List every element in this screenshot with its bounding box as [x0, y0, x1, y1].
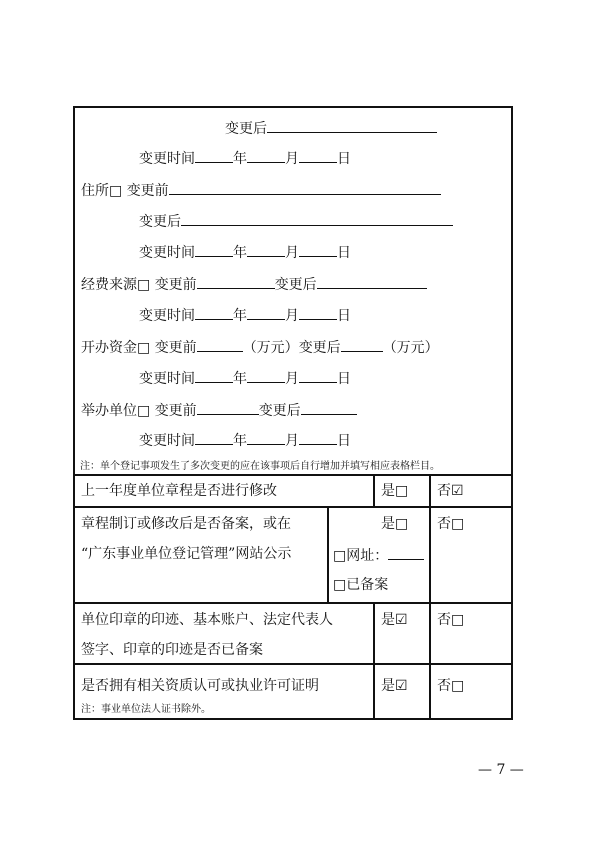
row-2-no-checkbox[interactable]: 否□: [437, 516, 465, 532]
day-label: 日: [337, 433, 351, 449]
row-3-yes-checkbox[interactable]: 是☑: [381, 612, 408, 628]
day-field[interactable]: [299, 305, 337, 320]
year-field[interactable]: [195, 368, 233, 383]
change-time-line-3: [139, 305, 351, 325]
day-label: 日: [337, 308, 351, 324]
col-divider: [429, 506, 431, 602]
year-label: 年: [233, 151, 247, 167]
row-2-website-option[interactable]: [333, 545, 424, 565]
change-note: 注：单个登记事项发生了多次变更的应在该事项后自行增加并填写相应表格栏目。: [80, 461, 440, 472]
col-divider: [327, 506, 329, 602]
time-label: 变更时间: [139, 371, 195, 387]
before-label: 变更前: [154, 403, 197, 419]
day-field[interactable]: [299, 148, 337, 163]
sponsor-before-field[interactable]: [197, 400, 259, 415]
row-2-filed-option[interactable]: □已备案: [333, 577, 389, 593]
after-label: 变更后: [298, 340, 341, 356]
before-label: 变更前: [154, 340, 197, 356]
change-time-line-5: [139, 430, 351, 450]
sponsor-line: [81, 400, 357, 420]
year-field[interactable]: [195, 305, 233, 320]
month-label: 月: [285, 371, 299, 387]
year-label: 年: [233, 245, 247, 261]
sponsor-after-field[interactable]: [301, 400, 357, 415]
after-label: 变更后: [258, 403, 301, 419]
month-label: 月: [285, 308, 299, 324]
website-field[interactable]: [388, 545, 424, 560]
year-field[interactable]: [195, 430, 233, 445]
year-label: 年: [233, 308, 247, 324]
capital-unit: （万元）: [382, 340, 439, 356]
capital-before-field[interactable]: [197, 337, 243, 352]
row-4-question: 是否拥有相关资质认可或执业许可证明: [81, 678, 319, 694]
row-4-no-checkbox[interactable]: 否□: [437, 678, 465, 694]
row-divider: [75, 474, 511, 476]
change-time-line-4: [139, 368, 351, 388]
row-3-question-line-1: 单位印章的印迹、基本账户、法定代表人: [81, 612, 333, 628]
funding-label: 经费来源□: [81, 277, 151, 293]
col-divider: [429, 602, 431, 720]
row-3-no-checkbox[interactable]: 否□: [437, 612, 465, 628]
sponsor-label: 举办单位□: [81, 403, 151, 419]
month-label: 月: [285, 433, 299, 449]
capital-line: [81, 337, 439, 357]
after-label: 变更后: [225, 121, 267, 137]
month-label: 月: [285, 245, 299, 261]
month-label: 月: [285, 151, 299, 167]
month-field[interactable]: [247, 305, 285, 320]
time-label: 变更时间: [139, 308, 195, 324]
year-label: 年: [233, 433, 247, 449]
change-time-line-2: [139, 242, 351, 262]
address-after-field[interactable]: [181, 211, 453, 226]
after-change-line-1: [225, 118, 437, 138]
month-field[interactable]: [247, 368, 285, 383]
day-field[interactable]: [299, 368, 337, 383]
after-label: 变更后: [139, 214, 181, 230]
funding-before-field[interactable]: [197, 274, 275, 289]
time-label: 变更时间: [139, 151, 195, 167]
row-divider: [75, 506, 511, 508]
row-2-question-line-1: 章程制订或修改后是否备案，或在: [81, 516, 291, 532]
row-1-question: 上一年度单位章程是否进行修改: [81, 483, 277, 499]
after-field[interactable]: [267, 118, 437, 133]
website-label: □网址：: [333, 548, 389, 564]
col-divider: [373, 602, 375, 720]
before-label: 变更前: [126, 183, 169, 199]
row-2-yes-checkbox[interactable]: 是□: [381, 516, 409, 532]
time-label: 变更时间: [139, 245, 195, 261]
funding-after-field[interactable]: [317, 274, 427, 289]
day-label: 日: [337, 151, 351, 167]
page-number: — 7 —: [478, 762, 524, 778]
day-label: 日: [337, 245, 351, 261]
day-label: 日: [337, 371, 351, 387]
day-field[interactable]: [299, 430, 337, 445]
row-4-note: 注：事业单位法人证书除外。: [81, 704, 211, 715]
year-field[interactable]: [195, 148, 233, 163]
form-table: [73, 106, 513, 720]
year-field[interactable]: [195, 242, 233, 257]
row-2-question-line-2: “广东事业单位登记管理”网站公示: [81, 546, 292, 562]
col-divider: [373, 474, 375, 506]
time-label: 变更时间: [139, 433, 195, 449]
year-label: 年: [233, 371, 247, 387]
capital-label: 开办资金□: [81, 340, 151, 356]
row-1-no-checkbox[interactable]: 否☑: [437, 483, 464, 499]
address-before-field[interactable]: [169, 180, 441, 195]
row-1-yes-checkbox[interactable]: 是□: [381, 483, 409, 499]
address-label: 住所□: [81, 183, 123, 199]
row-3-question-line-2: 签字、印章的印迹是否已备案: [81, 642, 263, 658]
change-time-line-1: [139, 148, 351, 168]
row-divider: [75, 663, 511, 665]
month-field[interactable]: [247, 242, 285, 257]
month-field[interactable]: [247, 430, 285, 445]
address-after-line: [139, 211, 453, 231]
day-field[interactable]: [299, 242, 337, 257]
after-label: 变更后: [274, 277, 317, 293]
month-field[interactable]: [247, 148, 285, 163]
row-divider: [75, 602, 511, 604]
row-4-yes-checkbox[interactable]: 是☑: [381, 678, 408, 694]
capital-unit: （万元）: [242, 340, 299, 356]
col-divider: [429, 474, 431, 506]
before-label: 变更前: [154, 277, 197, 293]
address-line: [81, 180, 441, 200]
capital-after-field[interactable]: [341, 337, 383, 352]
funding-line: [81, 274, 427, 294]
